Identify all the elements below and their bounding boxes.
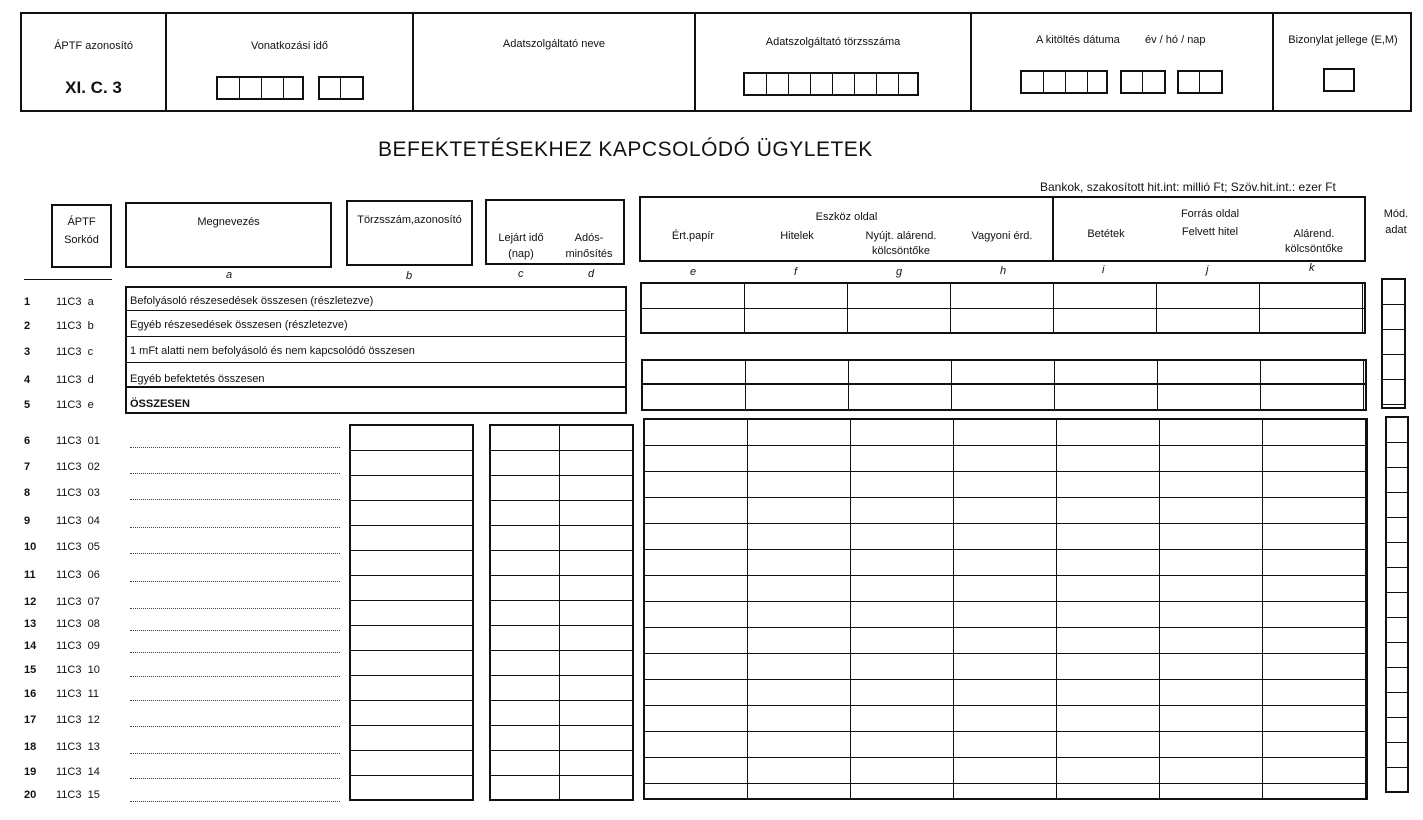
row-number: 19 xyxy=(24,766,37,778)
column-letter: h xyxy=(1000,265,1007,277)
maturity-header-line1: Lejárt idő xyxy=(498,232,544,244)
sorkod-header-line2: Sorkód xyxy=(64,234,99,246)
row-number: 13 xyxy=(24,618,37,630)
row-code: 11C3 05 xyxy=(56,541,100,553)
row-number: 15 xyxy=(24,664,37,676)
doc-type-input[interactable] xyxy=(1323,68,1355,92)
liability-side-label: Forrás oldal xyxy=(1180,208,1240,220)
aptf-label: ÁPTF azonosító xyxy=(54,40,133,52)
row-number: 11 xyxy=(24,569,36,581)
row-code: 11C3 03 xyxy=(56,487,100,499)
mod-header-line2: adat xyxy=(1385,224,1407,236)
fill-date-year-input[interactable] xyxy=(1020,70,1108,94)
row-code: 11C3 13 xyxy=(56,741,100,753)
column-letter: k xyxy=(1309,262,1315,274)
row-number: 9 xyxy=(24,515,31,527)
row-label: Egyéb befektetés összesen xyxy=(130,373,265,385)
reg-header xyxy=(346,200,473,266)
row-code: 11C3 15 xyxy=(56,789,100,801)
fill-date-format: év / hó / nap xyxy=(1145,34,1206,46)
borrowed-header: Felvett hitel xyxy=(1181,226,1239,238)
row-number: 1 xyxy=(24,296,31,308)
subloan-header-line1: Nyújt. alárend. xyxy=(865,230,937,242)
row-code: 11C3 01 xyxy=(56,435,100,447)
row-name-input[interactable] xyxy=(130,726,340,727)
column-letter: i xyxy=(1102,264,1105,276)
provider-reg-input[interactable] xyxy=(743,72,919,96)
subcap-header-line2: kölcsöntőke xyxy=(1284,243,1344,255)
row-code: 11C3 02 xyxy=(56,461,100,473)
reg-header-label: Törzsszám,azonosító xyxy=(357,214,462,226)
row-divider xyxy=(125,336,627,337)
row-number: 8 xyxy=(24,487,31,499)
row-number: 17 xyxy=(24,714,37,726)
period-month-input[interactable] xyxy=(318,76,364,100)
column-letter: j xyxy=(1206,264,1209,276)
row-name-input[interactable] xyxy=(130,630,340,631)
doc-type-label: Bizonylat jellege (E,M) xyxy=(1288,34,1398,46)
summary-grid-top[interactable] xyxy=(640,282,1366,334)
name-header-label: Megnevezés xyxy=(197,216,260,228)
securities-header: Ért.papír xyxy=(671,230,715,242)
page-title: BEFEKTETÉSEKHEZ KAPCSOLÓDÓ ÜGYLETEK xyxy=(378,138,873,161)
row-name-input[interactable] xyxy=(130,801,340,802)
property-header: Vagyoni érd. xyxy=(971,230,1033,242)
row-code: 11C3 10 xyxy=(56,664,100,676)
row-divider xyxy=(125,386,627,388)
aptf-value: XI. C. 3 xyxy=(65,78,122,97)
row-divider xyxy=(125,362,627,363)
provider-name-label: Adatszolgáltató neve xyxy=(502,38,606,50)
header-divider xyxy=(970,12,972,112)
mod-detail-column[interactable] xyxy=(1385,416,1409,793)
row-code: 11C3 c xyxy=(56,346,94,358)
row-name-input[interactable] xyxy=(130,778,340,779)
mod-summary-column[interactable] xyxy=(1381,278,1406,409)
header-divider xyxy=(1272,12,1274,112)
values-detail-grid[interactable] xyxy=(643,418,1368,800)
row-number: 7 xyxy=(24,461,31,473)
row-divider xyxy=(125,310,627,311)
row-name-input[interactable] xyxy=(130,581,340,582)
row-name-input[interactable] xyxy=(130,700,340,701)
row-name-input[interactable] xyxy=(130,608,340,609)
row-number: 3 xyxy=(24,346,31,358)
column-letter: f xyxy=(794,266,798,278)
row-number: 10 xyxy=(24,541,37,553)
row-code: 11C3 b xyxy=(56,320,94,332)
row-name-input[interactable] xyxy=(130,753,340,754)
row-label: Egyéb részesedések összesen (részletezve) xyxy=(130,319,348,331)
row-name-input[interactable] xyxy=(130,447,340,448)
row-name-input[interactable] xyxy=(130,553,340,554)
units-note: Bankok, szakosított hit.int: millió Ft; Szöv.hit.int.: ezer Ft xyxy=(1040,180,1336,194)
maturity-header-line2: (nap) xyxy=(508,248,534,260)
period-year-input[interactable] xyxy=(216,76,304,100)
asset-side-label: Eszköz oldal xyxy=(815,211,878,223)
header-divider xyxy=(412,12,414,112)
row-code: 11C3 06 xyxy=(56,569,100,581)
provider-name-input[interactable] xyxy=(420,60,688,104)
row-name-input[interactable] xyxy=(130,652,340,653)
rating-header-line1: Adós- xyxy=(574,232,604,244)
header-divider xyxy=(694,12,696,112)
loans-header: Hitelek xyxy=(780,230,814,242)
maturity-rating-detail-column[interactable] xyxy=(489,424,634,801)
header-rule xyxy=(24,279,112,280)
row-code: 11C3 e xyxy=(56,399,94,411)
row-number: 5 xyxy=(24,399,31,411)
row-number: 12 xyxy=(24,596,37,608)
reg-detail-column[interactable] xyxy=(349,424,474,801)
column-letter: e xyxy=(690,266,697,278)
row-code: 11C3 08 xyxy=(56,618,100,630)
row-name-input[interactable] xyxy=(130,499,340,500)
row-number: 14 xyxy=(24,640,37,652)
row-label: ÖSSZESEN xyxy=(130,398,190,410)
column-letter: c xyxy=(518,268,524,280)
row-code: 11C3 11 xyxy=(56,688,100,700)
row-name-input[interactable] xyxy=(130,527,340,528)
row-code: 11C3 14 xyxy=(56,766,100,778)
row-code: 11C3 09 xyxy=(56,640,100,652)
column-letter: g xyxy=(896,266,903,278)
row-number: 2 xyxy=(24,320,31,332)
row-code: 11C3 07 xyxy=(56,596,100,608)
row-name-input[interactable] xyxy=(130,676,340,677)
sorkod-header-line1: ÁPTF xyxy=(67,216,96,228)
name-header xyxy=(125,202,332,268)
header-divider xyxy=(165,12,167,112)
row-code: 11C3 d xyxy=(56,374,94,386)
mod-header-line1: Mód. xyxy=(1383,208,1409,220)
row-label: Befolyásoló részesedések összesen (részletezve) xyxy=(130,295,374,307)
fill-date-label: A kitöltés dátuma xyxy=(1036,34,1120,46)
column-letter: b xyxy=(406,270,413,282)
provider-reg-label: Adatszolgáltató törzsszáma xyxy=(765,36,901,48)
subloan-header-line2: kölcsöntőke xyxy=(871,245,931,257)
row-number: 4 xyxy=(24,374,31,386)
period-label: Vonatkozási idő xyxy=(250,40,329,52)
subcap-header-line1: Alárend. xyxy=(1293,228,1335,240)
row-label: 1 mFt alatti nem befolyásoló és nem kapcsolódó összesen xyxy=(130,345,415,357)
row-code: 11C3 a xyxy=(56,296,94,308)
row-number: 20 xyxy=(24,789,37,801)
column-letter: a xyxy=(226,269,233,281)
row-name-input[interactable] xyxy=(130,473,340,474)
row-number: 16 xyxy=(24,688,37,700)
row-code: 11C3 12 xyxy=(56,714,100,726)
row-code: 11C3 04 xyxy=(56,515,100,527)
deposits-header: Betétek xyxy=(1087,228,1125,240)
fill-date-day-input[interactable] xyxy=(1177,70,1223,94)
row-number: 6 xyxy=(24,435,31,447)
summary-grid-bottom[interactable] xyxy=(641,359,1367,411)
fill-date-month-input[interactable] xyxy=(1120,70,1166,94)
row-number: 18 xyxy=(24,741,37,753)
column-letter: d xyxy=(588,268,595,280)
rating-header-line2: minősítés xyxy=(565,248,613,260)
